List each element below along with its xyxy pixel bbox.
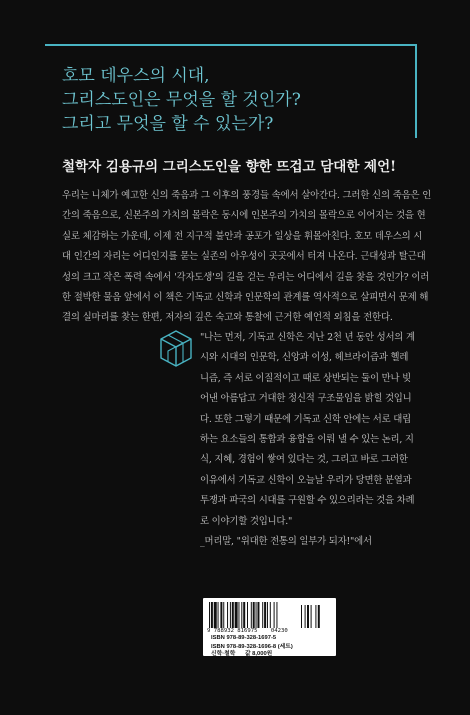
category: 신학·철학 — [211, 651, 236, 657]
body-line: 성의 크고 작은 폭력 속에서 '각자도생'의 길을 걷는 우리는 어디에서 길을 찾을 것인가? 이러 — [62, 271, 430, 283]
headline-line-2: 그리스도인은 무엇을 할 것인가? — [62, 90, 301, 110]
quote-line: 시와 시대의 인문학, 신앙과 이성, 헤브라이즘과 헬레 — [200, 352, 409, 364]
headline-line-1: 호모 데우스의 시대, — [62, 66, 210, 86]
quote-line: 식, 지혜, 경험이 쌓여 있다는 것, 그리고 바로 그러한 — [200, 454, 408, 466]
headline — [62, 64, 402, 136]
body-line: 대 인간의 자리는 어디인지를 묻는 실존의 아우성이 곳곳에서 터져 나온다. 근대성과 탈근대 — [62, 251, 426, 263]
isbn-number: ISBN 978-89-328-1697-5 — [211, 635, 277, 641]
barcode-main-digits: 9 788932 816975 — [207, 628, 258, 634]
quote-line: 투쟁과 파국의 시대를 구원할 수 있으리라는 것을 차례 — [200, 495, 415, 507]
barcode-digits — [207, 628, 332, 634]
isbn-set-number: ISBN 978-89-328-1696-8 (세트) — [211, 644, 293, 650]
subhead: 철학자 김용규의 그리스도인을 향한 뜨겁고 담대한 제언! — [62, 159, 397, 175]
quote-block — [200, 328, 422, 552]
body-line: 간의 죽음으로, 신본주의 가치의 몰락은 동시에 인본주의 가치의 몰락으로 이어지는 것을 현 — [62, 210, 426, 222]
barcode-addon-digits: 04230 — [270, 628, 288, 634]
body-line: 결의 실마리를 찾는 한편, 저자의 깊은 숙고와 통찰에 근거한 예언적 외침을 전한다. — [62, 312, 393, 324]
quote-line: 다. 또한 그렇기 때문에 기독교 신학 안에는 서로 대립 — [200, 413, 412, 425]
barcode-bars — [207, 602, 332, 628]
body-line: 우리는 니체가 예고한 신의 죽음과 그 이후의 풍경들 속에서 살아간다. 그러한 신의 죽음은 인 — [62, 190, 432, 201]
category-price — [211, 648, 272, 657]
quote-line: 로 이야기할 것입니다." — [200, 515, 293, 527]
cube-outline-icon — [158, 328, 194, 372]
quote-line: 어낸 아름답고 거대한 정신적 구조물임을 밝힐 것입니 — [200, 393, 412, 405]
quote-line: "나는 먼저, 기독교 신학은 지난 2천 년 동안 성서의 계 — [200, 332, 415, 343]
quote-source: _머리말, "위대한 전통의 일부가 되자!"에서 — [200, 536, 372, 548]
quote-line: 하는 요소들의 통합과 융합을 이뤄 낼 수 있는 논리, 지 — [200, 434, 414, 446]
price: 값 8,000원 — [244, 651, 273, 657]
body-paragraph — [62, 186, 432, 329]
quote-line: 이유에서 기독교 신학이 오늘날 우리가 당면한 분열과 — [200, 474, 412, 486]
headline-line-3: 그리고 무엇을 할 수 있는가? — [62, 114, 274, 134]
body-line: 실로 체감하는 가운데, 이제 전 지구적 불안과 공포가 일상을 휘몰아친다. 호모 데우스의 시 — [62, 230, 423, 242]
body-line: 한 절박한 물음 앞에서 이 책은 기독교 신학과 인문학의 관계를 역사적으로 살피면서 문제 해 — [62, 292, 429, 304]
barcode-label — [203, 598, 336, 656]
quote-line: 니즘, 즉 서로 이질적이고 때로 상반되는 둘이 만나 빚 — [200, 372, 412, 384]
